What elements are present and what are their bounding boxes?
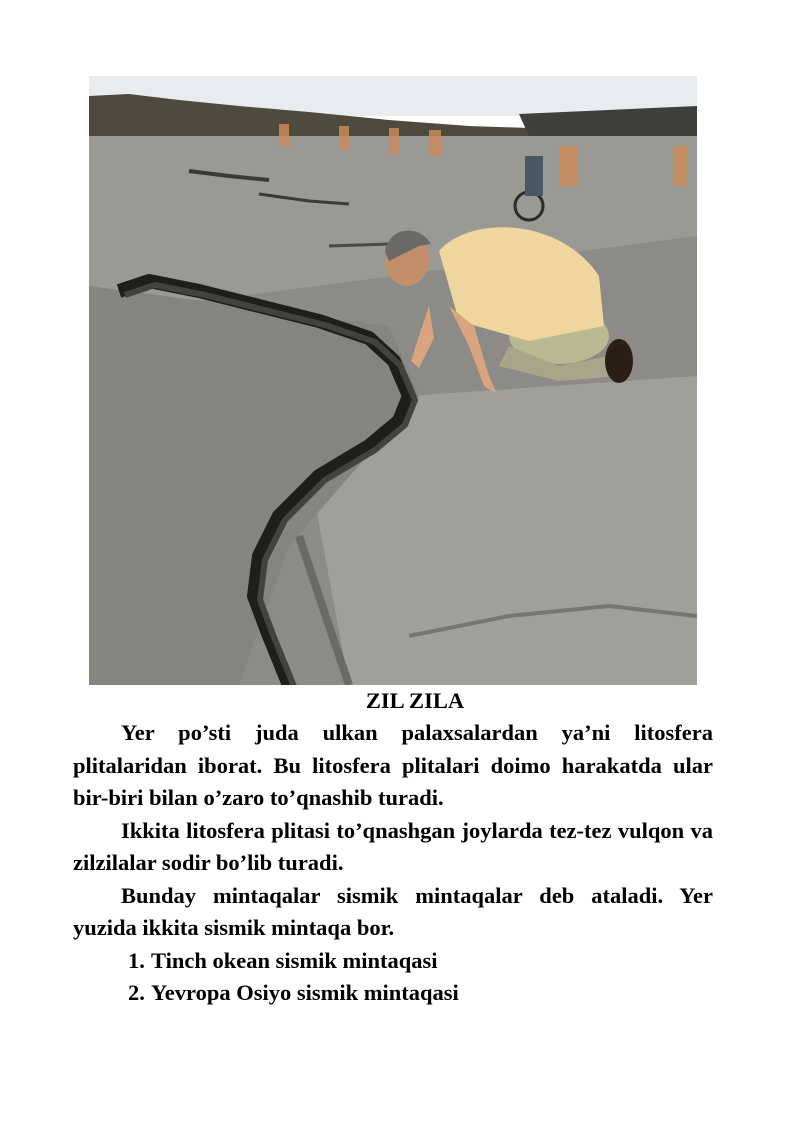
list-item — [128, 945, 713, 978]
body-text — [73, 717, 713, 1010]
list-item-number: 1. — [128, 947, 145, 973]
page-title: ZIL ZILA — [365, 688, 465, 713]
list-item-number: 2. — [128, 980, 145, 1005]
seismic-zone-list — [73, 945, 713, 1010]
list-item — [128, 977, 713, 1010]
list-item-text: Yevropa Osiyo sismik mintaqasi — [151, 980, 459, 1005]
paragraph-1: Yer po’sti juda ulkan palaxsalardan ya’ni litosfera plitalaridan iborat. Bu litosfera plitalari doimo harakatda ular bir-biri bilan o’zaro to’qnashib turadi. — [73, 720, 713, 810]
paragraph-3: Bunday mintaqalar sismik mintaqalar deb ataladi. Yer yuzida ikkita sismik mintaqa bor. — [73, 882, 713, 940]
earthquake-photo — [89, 76, 697, 685]
paragraph-2: Ikkita litosfera plitasi to’qnashgan joylarda tez-tez vulqon va zilzilalar sodir bo’lib turadi. — [73, 817, 713, 875]
list-item-text: Tinch okean sismik mintaqasi — [151, 947, 438, 973]
